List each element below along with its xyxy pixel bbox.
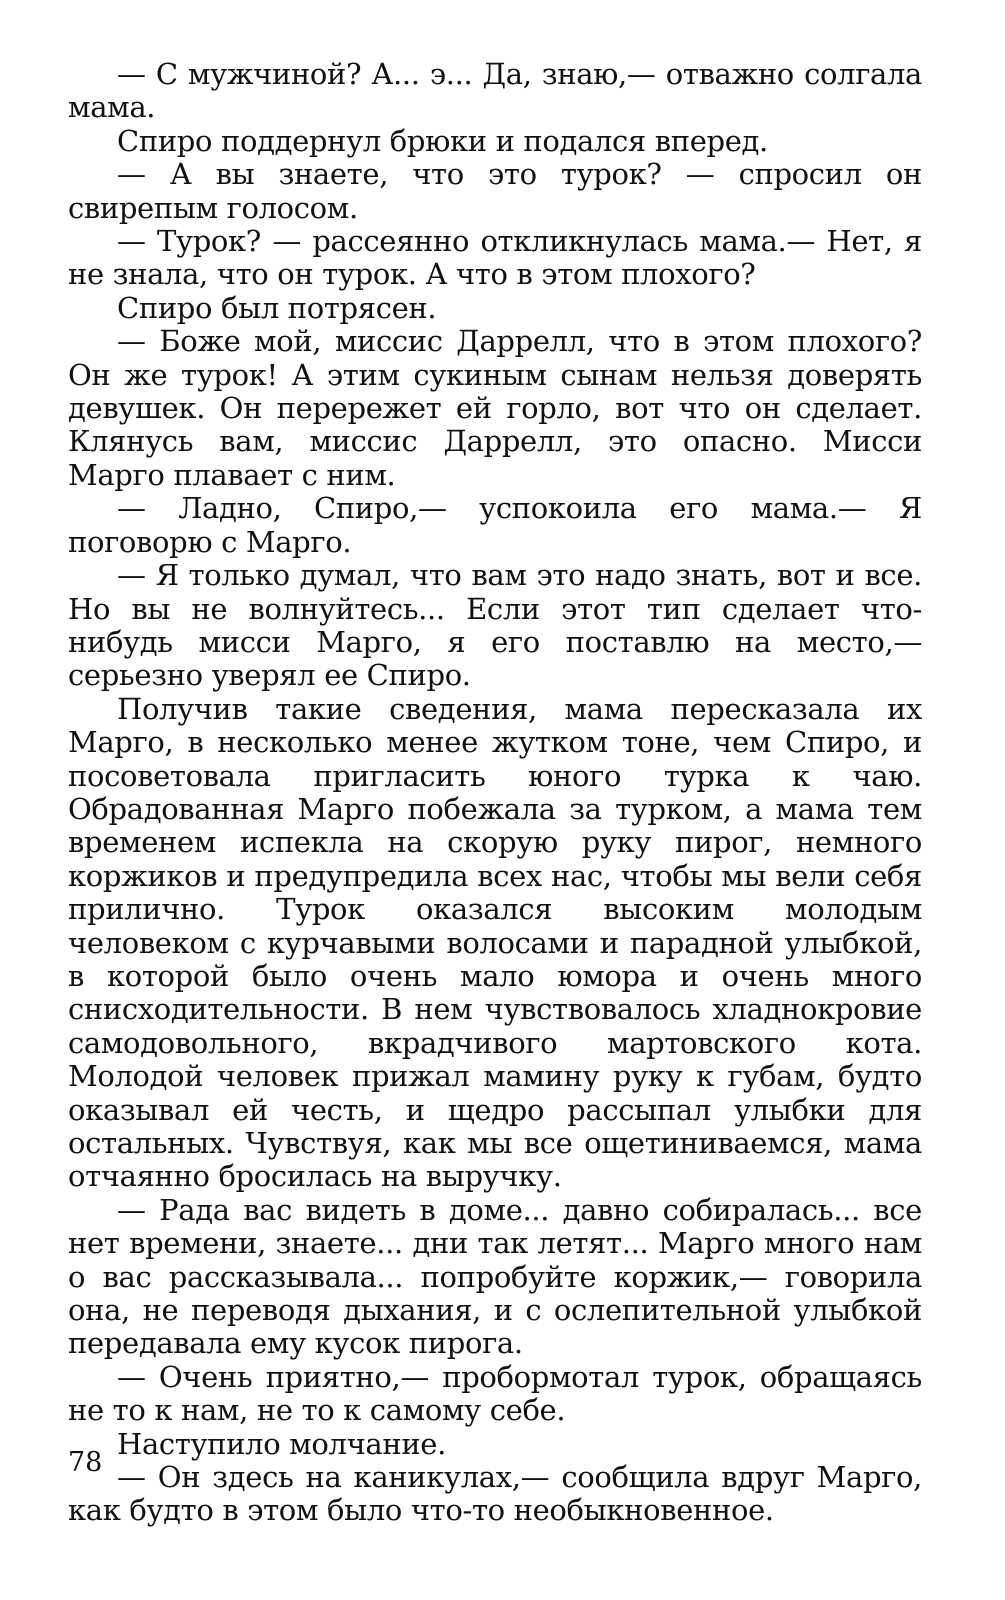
text-paragraph: Получив такие сведения, мама пересказала их Марго, в несколько менее жутком тоне, чем Спиро, и посоветовала пригласить юного турка к чаю. Обрадованная Марго побежала за турком, а мама тем временем испекла на скорую руку пирог, немного коржиков и предупредила всех нас, чтобы мы вели себя прилично. Турок оказался высоким молодым человеком с курчавыми волосами и парадной улыбкой, в которой было очень мало юмора и очень много снисходительности. В нем чувствовалось хладнокровие самодовольного, вкрадчивого мартовского кота. Молодой человек прижал мамину руку к губам, будто оказывал ей честь, и щедро рассыпал улыбки для остальных. Чувствуя, как мы все ощетиниваемся, мама отчаянно бросилась на выручку.	[68, 691, 922, 1194]
page-body	[68, 58, 922, 1528]
dialogue-paragraph: — Турок? — рассеянно откликнулась мама.— Нет, я не знала, что он турок. А что в этом плохого?	[68, 224, 922, 292]
text-paragraph: Наступило молчание.	[117, 1426, 446, 1461]
dialogue-paragraph: — А вы знаете, что это турок? — спросил он свирепым голосом.	[68, 157, 922, 225]
text-paragraph: Спиро поддернул брюки и подался вперед.	[117, 123, 768, 158]
dialogue-paragraph: — Я только думал, что вам это надо знать, вот и все. Но вы не волнуйтесь... Если этот тип сделает что-нибудь мисси Марго, я его поставлю на место,— серьезно уверял ее Спиро.	[68, 558, 922, 693]
dialogue-paragraph: — Ладно, Спиро,— успокоила его мама.— Я поговорю с Марго.	[68, 491, 922, 559]
dialogue-paragraph: — Боже мой, миссис Даррелл, что в этом плохого? Он же турок! А этим сукиным сынам нельзя доверять девушек. Он перережет ей горло, вот что он сделает. Клянусь вам, миссис Даррелл, это опасно. Мисси Марго плавает с ним.	[68, 324, 922, 492]
page-number: 78	[68, 1447, 103, 1478]
dialogue-paragraph: — Он здесь на каникулах,— сообщила вдруг Марго, как будто в этом было что-то необыкновенное.	[68, 1460, 922, 1528]
text-paragraph: Спиро был потрясен.	[117, 290, 437, 325]
dialogue-paragraph: — Очень приятно,— пробормотал турок, обращаясь не то к нам, не то к самому себе.	[68, 1359, 922, 1428]
dialogue-paragraph: — Рада вас видеть в доме... давно собиралась... все нет времени, знаете... дни так летят... Марго много нам о вас рассказывала... попробуйте коржик,— говорила она, не переводя дыхания, и с ослепительной улыбкой передавала ему кусок пирога.	[68, 1192, 922, 1361]
dialogue-paragraph: — С мужчиной? А... э... Да, знаю,— отважно солгала мама.	[68, 57, 922, 125]
